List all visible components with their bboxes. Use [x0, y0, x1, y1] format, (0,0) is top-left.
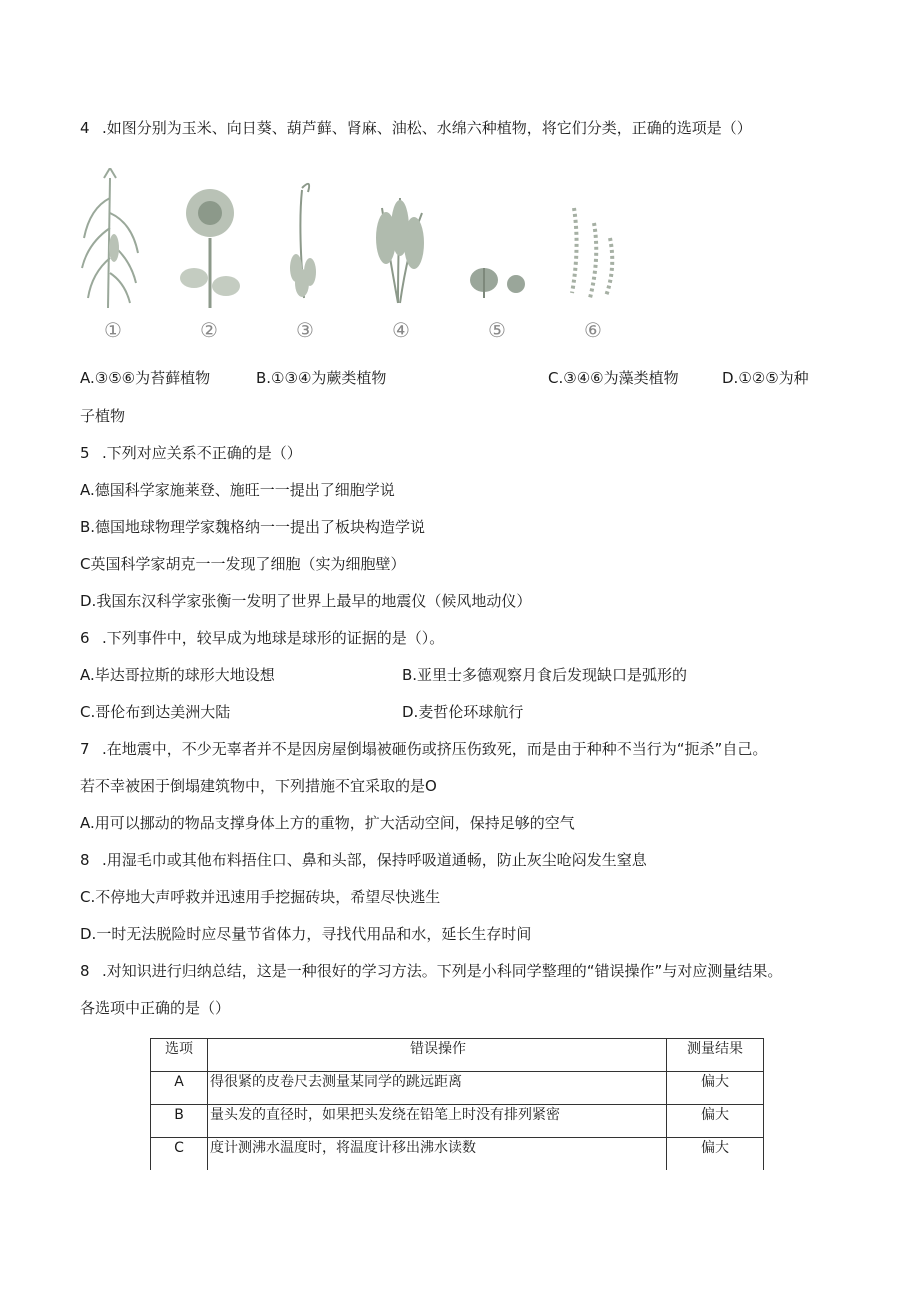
- table-row: [151, 1072, 764, 1105]
- table-header-operation: 错误操作: [208, 1039, 667, 1072]
- q6-option-d: D.麦哲伦环球航行: [402, 703, 524, 721]
- plant-figure: [80, 168, 640, 348]
- q5-number: 5: [80, 444, 90, 462]
- q7-number: 7: [80, 740, 90, 758]
- plant-label-3: ③: [296, 318, 314, 342]
- q6-stem-text: .下列事件中，较早成为地球是球形的证据的是（）。: [102, 629, 445, 647]
- q5-option-c: C英国科学家胡克一一发现了细胞（实为细胞壁）: [80, 555, 406, 573]
- q7-option-b-number: 8: [80, 851, 90, 869]
- moss-illustration: [272, 168, 338, 318]
- q7-option-b-text: .用湿毛巾或其他布料捂住口、鼻和头部，保持呼吸道通畅，防止灰尘呛闷发生窒息: [102, 851, 647, 869]
- plant-label-6: ⑥: [584, 318, 602, 342]
- q5-option-d: D.我国东汉科学家张衡一发明了世界上最早的地震仪（候风地动仪）: [80, 592, 532, 610]
- plant-sunflower: [176, 168, 242, 348]
- table-cell-option: A: [151, 1072, 208, 1105]
- plant-fern: [368, 168, 434, 348]
- q7-stem-text: .在地震中，不少无辜者并不是因房屋倒塌被砸伤或挤压伤致死，而是由于种种不当行为“扼杀”自己。: [102, 740, 768, 758]
- plant-label-1: ①: [104, 318, 122, 342]
- q4-option-b: B.①③④为蕨类植物: [256, 369, 387, 387]
- plant-pine: [464, 168, 530, 348]
- table-header-row: [151, 1039, 764, 1072]
- pine-illustration: [464, 168, 530, 318]
- q8-number: 8: [80, 962, 90, 980]
- q4-stem: [80, 118, 752, 138]
- plant-moss: [272, 168, 338, 348]
- q6-stem: [80, 628, 444, 648]
- sunflower-illustration: [176, 168, 242, 318]
- q8-stem-text: .对知识进行归纳总结，这是一种很好的学习方法。下列是小科同学整理的“错误操作”与对应测量结果。: [102, 962, 783, 980]
- q4-number: 4: [80, 119, 90, 137]
- table-cell-operation: 度计测沸水温度时，将温度计移出沸水读数: [208, 1138, 667, 1171]
- table-row: [151, 1105, 764, 1138]
- q4-option-d-cont: 子植物: [80, 407, 126, 425]
- q7-option-c: C.不停地大声呼救并迅速用手挖掘砖块，希望尽快逃生: [80, 888, 441, 906]
- table-header-option: 选项: [151, 1039, 208, 1072]
- q4-option-c: C.③④⑥为藻类植物: [548, 369, 679, 387]
- table-cell-option: B: [151, 1105, 208, 1138]
- q8-stem: [80, 961, 782, 981]
- q7-option-d: D.一时无法脱险时应尽量节省体力，寻找代用品和水，延长生存时间: [80, 925, 532, 943]
- q4-stem-text: .如图分别为玉米、向日葵、葫芦藓、肾麻、油松、水绵六种植物，将它们分类，正确的选项是（）: [102, 119, 752, 137]
- q7-stem-cont: 若不幸被困于倒塌建筑物中，下列措施不宜采取的是O: [80, 777, 437, 795]
- plant-label-4: ④: [392, 318, 410, 342]
- q7-option-b: [80, 850, 647, 870]
- q5-option-a: A.德国科学家施莱登、施旺一一提出了细胞学说: [80, 481, 395, 499]
- q8-stem-cont: 各选项中正确的是（）: [80, 999, 231, 1017]
- plant-corn: [80, 168, 146, 348]
- q4-option-d: D.①②⑤为种: [722, 369, 809, 387]
- q5-stem: [80, 443, 302, 463]
- plant-label-5: ⑤: [488, 318, 506, 342]
- q6-option-c: C.哥伦布到达美洲大陆: [80, 703, 231, 721]
- q6-number: 6: [80, 629, 90, 647]
- table-cell-option: C: [151, 1138, 208, 1171]
- table-cell-operation: 得很紧的皮卷尺去测量某同学的跳远距离: [208, 1072, 667, 1105]
- q6-option-b: B.亚里士多德观察月食后发现缺口是弧形的: [402, 666, 688, 684]
- q6-option-a: A.毕达哥拉斯的球形大地设想: [80, 666, 275, 684]
- table-row: [151, 1138, 764, 1171]
- q5-stem-text: .下列对应关系不正确的是（）: [102, 444, 302, 462]
- plant-label-2: ②: [200, 318, 218, 342]
- fern-illustration: [368, 168, 434, 318]
- table-cell-operation: 量头发的直径时，如果把头发绕在铅笔上时没有排列紧密: [208, 1105, 667, 1138]
- table-cell-result: 偏大: [667, 1105, 764, 1138]
- q4-option-a: A.③⑤⑥为苔藓植物: [80, 369, 211, 387]
- q7-option-a: A.用可以挪动的物品支撑身体上方的重物，扩大活动空间，保持足够的空气: [80, 814, 575, 832]
- table-cell-result: 偏大: [667, 1072, 764, 1105]
- plant-spirogyra: [560, 168, 626, 348]
- corn-illustration: [80, 168, 146, 318]
- q7-stem: [80, 739, 767, 759]
- table-cell-result: 偏大: [667, 1138, 764, 1171]
- q8-answer-table: [150, 1038, 764, 1170]
- table-header-result: 测量结果: [667, 1039, 764, 1072]
- q5-option-b: B.德国地球物理学家魏格纳一一提出了板块构造学说: [80, 518, 426, 536]
- spirogyra-illustration: [560, 168, 626, 318]
